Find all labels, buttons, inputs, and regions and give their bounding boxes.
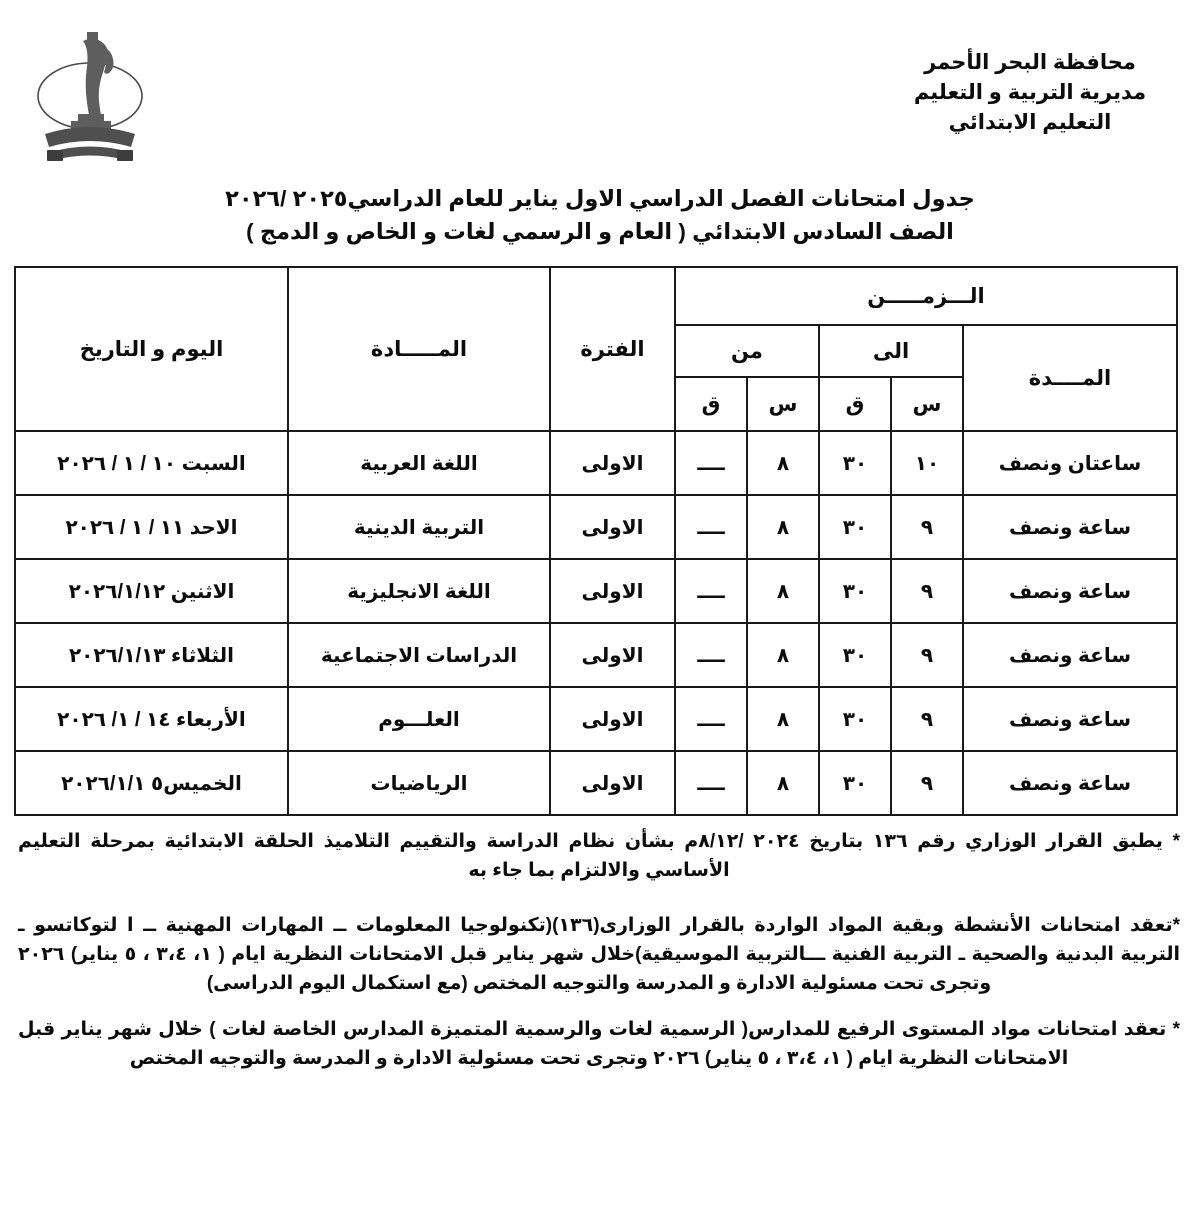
cell-subject: اللغة العربية (288, 431, 550, 495)
governorate-name: محافظة البحر الأحمر (924, 51, 1136, 74)
cell-subject: التربية الدينية (288, 495, 550, 559)
cell-from-minute: ــــ (675, 495, 747, 559)
directorate-name: مديرية التربية و التعليم (913, 80, 1147, 104)
cell-date: السبت ١٠ / ١ / ٢٠٢٦ (15, 431, 288, 495)
cell-duration: ساعة ونصف (963, 687, 1177, 751)
cell-from-minute: ــــ (675, 623, 747, 687)
cell-from-minute: ــــ (675, 431, 747, 495)
cell-from-minute: ــــ (675, 687, 747, 751)
cell-subject: الدراسات الاجتماعية (288, 623, 550, 687)
header-min-hour: س (747, 377, 819, 431)
cell-from-minute: ــــ (675, 559, 747, 623)
footnote-activities-exams: *تعقد امتحانات الأنشطة وبقية المواد الواردة بالقرار الوزارى(١٣٦)(تكنولوجيا المعلومات ــ المهارات المهنية ــ ا لتوكاتسو ـ التربية البدنية والصحية ـ التربية الفنية ـــالتربية الموسيقية)خلال شهر يناير قبل الامتحانات النظرية ايام ( ١، ٣،٤ ، ٥ يناير) ٢٠٢٦ وتجرى تحت مسئولية الادارة و المدرسة والتوجيه المختص (مع استكمال اليوم الدراسى) (18, 915, 1181, 994)
footnotes (18, 828, 1180, 1073)
cell-to-hour: ٩ (891, 495, 963, 559)
cell-to-hour: ٩ (891, 751, 963, 815)
cell-to-hour: ١٠ (891, 431, 963, 495)
table-row (15, 751, 1177, 815)
cell-date: الخميس٥ ٢٠٢٦/١/١ (15, 751, 288, 815)
header-madda: المـــــادة (288, 267, 550, 431)
cell-from-hour: ٨ (747, 431, 819, 495)
cell-from-hour: ٨ (747, 687, 819, 751)
cell-to-minute: ٣٠ (819, 623, 891, 687)
cell-date: الاثنين ٢٠٢٦/١/١٢ (15, 559, 288, 623)
header-ila: الى (819, 325, 963, 377)
cell-period: الاولى (550, 495, 675, 559)
cell-period: الاولى (550, 687, 675, 751)
header-min-minute: ق (675, 377, 747, 431)
header-ila-minute: ق (819, 377, 891, 431)
cell-duration: ساعة ونصف (963, 559, 1177, 623)
cell-to-hour: ٩ (891, 559, 963, 623)
cell-date: الثلاثاء ٢٠٢٦/١/١٣ (15, 623, 288, 687)
header-min: من (675, 325, 819, 377)
cell-from-hour: ٨ (747, 623, 819, 687)
table-row (15, 623, 1177, 687)
cell-date: الاحد ١١ / ١ / ٢٠٢٦ (15, 495, 288, 559)
footnote-ministerial-decree: * يطبق القرار الوزاري رقم ١٣٦ بتاريخ ٢٠٢٤ /٨/١٢م بشأن نظام الدراسة والتقييم التلاميذ الحلقة الابتدائية بمرحلة التعليم الأساسي والالتزام بما جاء به (18, 831, 1180, 882)
table-header-row-1 (15, 267, 1177, 325)
header-mudda: المــــدة (963, 325, 1177, 431)
table-row (15, 495, 1177, 559)
header-date: اليوم و التاريخ (15, 267, 288, 431)
cell-to-hour: ٩ (891, 623, 963, 687)
cell-from-hour: ٨ (747, 495, 819, 559)
table-row (15, 431, 1177, 495)
title-line-2: الصف السادس الابتدائي ( العام و الرسمي لغات و الخاص و الدمج ) (246, 218, 954, 244)
organization-block (860, 48, 1200, 137)
cell-subject: الرياضيات (288, 751, 550, 815)
cell-from-hour: ٨ (747, 751, 819, 815)
cell-to-minute: ٣٠ (819, 495, 891, 559)
header-fatra: الفترة (550, 267, 675, 431)
header-ila-hour: س (891, 377, 963, 431)
cell-duration: ساعة ونصف (963, 623, 1177, 687)
cell-period: الاولى (550, 431, 675, 495)
cell-to-minute: ٣٠ (819, 687, 891, 751)
exam-schedule-table (14, 266, 1178, 816)
page-title (0, 183, 1200, 248)
cell-period: الاولى (550, 623, 675, 687)
ministry-statue-emblem-icon (25, 18, 155, 168)
cell-to-hour: ٩ (891, 687, 963, 751)
cell-duration: ساعتان ونصف (963, 431, 1177, 495)
table-row (15, 559, 1177, 623)
cell-to-minute: ٣٠ (819, 751, 891, 815)
cell-duration: ساعة ونصف (963, 751, 1177, 815)
cell-duration: ساعة ونصف (963, 495, 1177, 559)
document-header (0, 0, 1200, 175)
cell-period: الاولى (550, 751, 675, 815)
education-stage: التعليم الابتدائي (948, 110, 1112, 134)
header-zaman: الـــزمـــــن (675, 267, 1177, 325)
cell-to-minute: ٣٠ (819, 431, 891, 495)
cell-period: الاولى (550, 559, 675, 623)
table-row (15, 687, 1177, 751)
cell-from-minute: ــــ (675, 751, 747, 815)
cell-subject: اللغة الانجليزية (288, 559, 550, 623)
cell-subject: العلـــوم (288, 687, 550, 751)
cell-from-hour: ٨ (747, 559, 819, 623)
exam-schedule-table-wrap (22, 266, 1178, 816)
footnote-high-level-subjects: * تعقد امتحانات مواد المستوى الرفيع للمدارس( الرسمية لغات والرسمية المتميزة المدارس الخاصة لغات ) خلال شهر يناير قبل الامتحانات النظرية ايام ( ١، ٣،٤ ، ٥ يناير) ٢٠٢٦ وتجرى تحت مسئولية الادارة و المدرسة والتوجيه المختص (18, 1018, 1180, 1069)
cell-date: الأربعاء ١٤ / ١/ ٢٠٢٦ (15, 687, 288, 751)
cell-to-minute: ٣٠ (819, 559, 891, 623)
title-line-1: جدول امتحانات الفصل الدراسي الاول يناير للعام الدراسي٢٠٢٥ /٢٠٢٦ (225, 186, 975, 211)
